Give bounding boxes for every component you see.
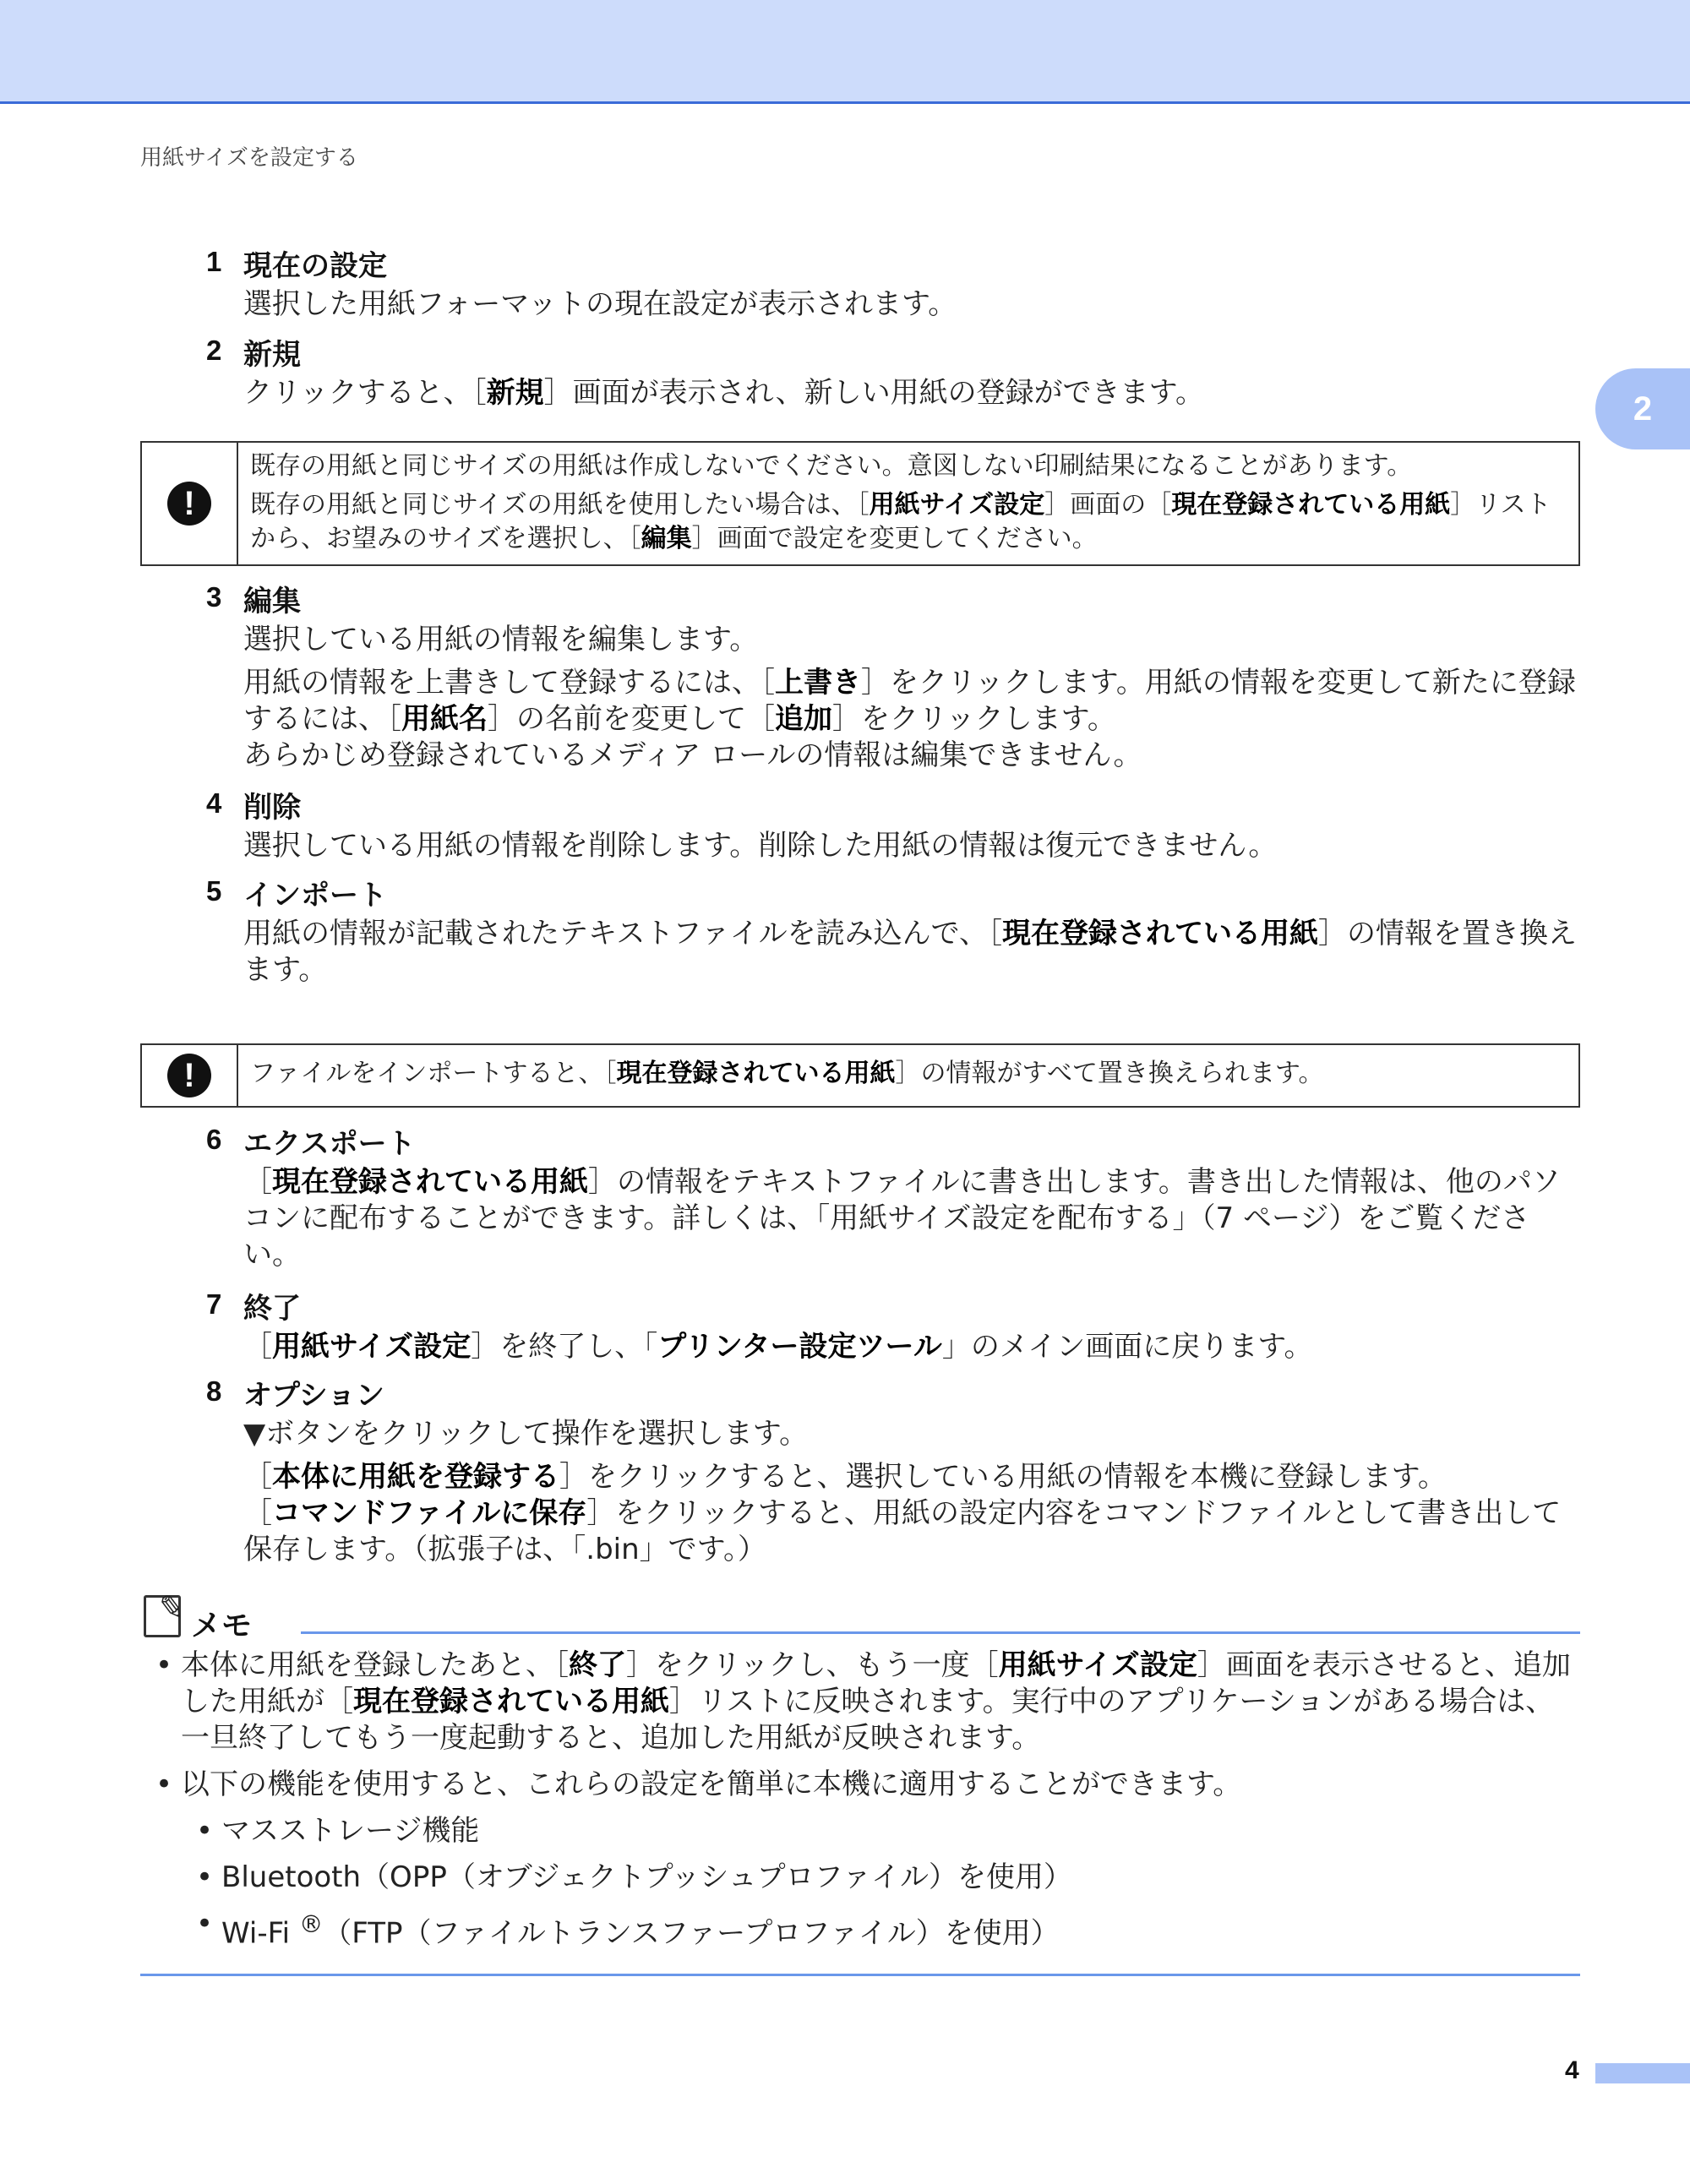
item-number: 4 [206, 787, 222, 819]
description-line: ［本体に用紙を登録する］をクリックすると、選択している用紙の情報を本機に登録します。 ［コマンドファイルに保存］をクリックすると、用紙の設定内容をコマンドファイルとして書き出して保存します。（拡張子は、「.bin」です。） [243, 1460, 1562, 1566]
description-line: ［現在登録されている用紙］の情報をテキストファイルに書き出します。書き出した情報は、他のパソコンに配布することができます。詳しくは、「用紙サイズ設定を配布する」（7 ページ）をご覧ください。 [243, 1165, 1561, 1272]
item-7 [206, 1288, 1575, 1364]
description-line: 選択している用紙の情報を編集します。 [243, 623, 759, 656]
item-8 [206, 1375, 1575, 1587]
description-line: クリックすると、［新規］画面が表示され、新しい用紙の登録ができます。 [243, 376, 1204, 410]
memo-rule [301, 1631, 1580, 1634]
item-title: 現在の設定 [243, 249, 387, 283]
caution-icon: ! [167, 482, 211, 526]
item-6 [206, 1124, 1575, 1284]
item-2 [206, 335, 1575, 411]
memo-header [140, 1587, 1580, 1643]
memo-body [152, 1648, 1580, 1962]
item-description [243, 916, 1578, 995]
item-description [243, 1416, 1578, 1575]
item-description [243, 1164, 1578, 1280]
item-number: 1 [206, 246, 222, 277]
bottom-rule [140, 1974, 1580, 1976]
item-description [243, 1329, 1578, 1372]
caution-icon: ! [167, 1054, 211, 1097]
caution-line: 既存の用紙と同じサイズの用紙を使用したい場合は、［用紙サイズ設定］画面の［現在登録されている用紙］リストから、お望みのサイズを選択し、［編集］画面で設定を変更してください。 [250, 490, 1551, 553]
item-description [243, 828, 1578, 871]
item-number: 2 [206, 335, 222, 366]
item-description [243, 622, 1578, 781]
item-number: 6 [206, 1124, 222, 1155]
description-line: 用紙の情報が記載されたテキストファイルを読み込んで、［現在登録されている用紙］の情報を置き換えます。 [243, 917, 1577, 987]
item-title: 削除 [243, 791, 301, 825]
description-line: ［用紙サイズ設定］を終了し、「プリンター設定ツール」のメイン画面に戻ります。 [243, 1330, 1313, 1364]
memo-sub-bullet: • Bluetooth（OPP（オブジェクトプッシュプロファイル）を使用） [193, 1860, 1580, 1896]
caution-line: 既存の用紙と同じサイズの用紙は作成しないでください。意図しない印刷結果になることがあります。 [250, 451, 1413, 481]
description-line: 用紙の情報を上書きして登録するには、［上書き］をクリックします。用紙の情報を変更して新たに登録するには、［用紙名］の名前を変更して［追加］をクリックします。 あらかじめ登録されているメディア ロールの情報は編集できません。 [243, 666, 1576, 772]
item-title: 新規 [243, 338, 301, 372]
item-number: 3 [206, 581, 222, 613]
memo-icon: ✎ [144, 1595, 181, 1637]
item-4 [206, 787, 1575, 863]
page-bar [1595, 2063, 1690, 2083]
page-number: 4 [1565, 2056, 1579, 2084]
item-1 [206, 246, 1575, 322]
item-title: 終了 [243, 1292, 301, 1326]
running-head: 用紙サイズを設定する [140, 145, 358, 171]
caution-icon-cell [142, 1045, 238, 1106]
item-number: 8 [206, 1375, 222, 1407]
caution-box [140, 1043, 1580, 1108]
description-line: ▼ボタンをクリックして操作を選択します。 [243, 1417, 809, 1451]
caution-text [238, 1045, 1336, 1106]
caution-line: ファイルをインポートすると、［現在登録されている用紙］の情報がすべて置き換えられます。 [250, 1059, 1324, 1088]
item-title: 編集 [243, 585, 301, 618]
description-line: 選択している用紙の情報を削除します。削除した用紙の情報は復元できません。 [243, 829, 1278, 863]
item-description [243, 286, 1578, 330]
item-number: 5 [206, 875, 222, 907]
memo-bullet: • 本体に用紙を登録したあと、［終了］をクリックし、もう一度［用紙サイズ設定］画面を表示させると、追加した用紙が［現在登録されている用紙］リストに反映されます。実行中のアプリケーションがある場合は、一旦終了してもう一度起動すると、追加した用紙が反映されます。 [152, 1648, 1580, 1756]
caution-icon-cell [142, 443, 238, 564]
header-band [0, 0, 1690, 104]
item-description [243, 375, 1578, 418]
memo-bullet: • 以下の機能を使用すると、これらの設定を簡単に本機に適用することができます。 [152, 1767, 1580, 1803]
item-title: インポート [243, 879, 387, 912]
item-title: オプション [243, 1379, 384, 1413]
item-3 [206, 581, 1575, 776]
item-number: 7 [206, 1288, 222, 1320]
memo-sub-bullet: • マスストレージ機能 [193, 1813, 1580, 1849]
caution-text [238, 443, 1578, 564]
memo-label: メモ [191, 1609, 253, 1643]
item-title: エクスポート [243, 1127, 416, 1161]
caution-box [140, 441, 1580, 566]
description-line: 選択した用紙フォーマットの現在設定が表示されます。 [243, 287, 957, 321]
chapter-tab: 2 [1595, 368, 1690, 449]
memo-sub-bullet: • Wi-Fi ®（FTP（ファイルトランスファープロファイル）を使用） [193, 1906, 1580, 1952]
item-5 [206, 875, 1575, 994]
